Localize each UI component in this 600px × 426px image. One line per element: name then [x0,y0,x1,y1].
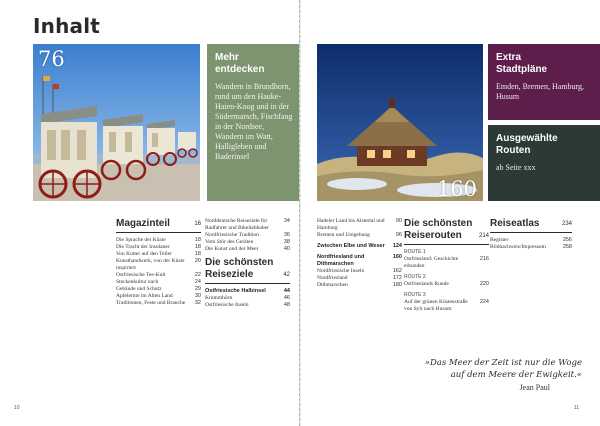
toc-section-title-line2: Reiseziele [205,269,254,280]
toc-entry-title: Die Tracht der Insulaner [116,244,170,250]
toc-section-title-line1: Die schönsten [205,257,274,268]
toc-entry-page: 216 [479,256,489,262]
toc-subsection-title: Zwischen Elbe und Weser [317,243,385,249]
toc-entry[interactable] [116,237,201,244]
extra-stadtplaene-title [488,44,600,76]
toc-entry-title: Nordfriesische Tradition [205,232,259,238]
toc-entry-title: Nordfriesland [317,275,348,281]
toc-entry-title: Register [490,237,509,243]
toc-entry-title: Ostfriesische Tee-Kult [116,272,166,278]
toc-entry-title: Bremen und Umgebung [317,232,370,238]
toc-subsection-page: 44 [283,288,290,294]
toc-column-reiseatlas [490,218,572,251]
toc-entry-page: 40 [283,246,290,252]
mehr-entdecken-title-line2: entdecken [215,64,265,75]
ausgewaehlte-routen-text: ab Seite xxx [496,163,536,172]
quote-line1: »Das Meer der Zeit ist nur die Woge [424,358,582,368]
toc-entry-page: 18 [194,244,201,250]
toc-entry[interactable] [317,275,402,282]
ausgewaehlte-routen-title-line2: Routen [496,145,531,156]
toc-entry[interactable] [404,281,489,288]
toc-subsection-page: 124 [392,243,402,249]
extra-stadtplaene-title-line1: Extra [496,52,522,63]
toc-entry-page: 36 [283,232,290,238]
toc-divider [490,232,572,233]
toc-entry[interactable] [317,218,402,232]
toc-divider [205,283,290,284]
toc-entry-title: Steckenkultur nach [116,279,159,285]
mehr-entdecken-title-line1: Mehr [215,52,239,63]
toc-entry-page: 162 [392,268,402,274]
toc-entry-title: Norddeutsche Reiseziele für Radfahrer und Bikeliebhaber [205,218,269,231]
toc-section-title[interactable] [404,218,489,242]
toc-entry-page: 180 [392,282,402,288]
toc-entry[interactable] [490,244,572,251]
toc-section-title-line2: Reiserouten [404,230,462,241]
toc-entry-title: Kunsthandwerk, von der Küste inspiriert [116,258,185,271]
toc-entry[interactable] [317,282,402,289]
toc-entry-page: 34 [283,218,290,224]
toc-section-page: 16 [194,221,201,227]
toc-entry-page: 220 [479,281,489,287]
toc-entry-page: 18 [194,237,201,243]
toc-entry-page: 38 [283,239,290,245]
toc-entry[interactable] [205,246,290,253]
toc-section-page: 42 [283,272,290,278]
toc-divider [404,244,489,245]
toc-entry[interactable] [205,232,290,239]
toc-entry-title: Vom Stör des Geräten [205,239,254,245]
extra-stadtplaene-box [488,44,600,120]
toc-entry-page: 90 [395,218,402,224]
toc-entry[interactable] [404,256,489,270]
toc-entry[interactable] [490,237,572,244]
toc-entry[interactable] [205,239,290,246]
toc-entry[interactable] [205,218,290,232]
photo-thatched-house [317,44,483,201]
toc-entry-page: 30 [194,293,201,299]
toc-entry-title: Ostfrieslands Runde [404,281,449,287]
toc-entry-title: Die Kunst und der Meer [205,246,259,252]
toc-entry-page: 224 [479,299,489,305]
toc-subsection[interactable] [317,254,402,268]
toc-entry[interactable] [116,286,201,293]
toc-entry-page: 256 [562,237,572,243]
toc-entry-page: 32 [194,300,201,306]
photo-page-number-right: 160 [436,177,477,201]
toc-entry-title: Dithmarschen [317,282,348,288]
toc-subsection[interactable] [317,243,402,250]
toc-entry[interactable] [116,279,201,286]
toc-entry-page: 96 [395,232,402,238]
mehr-entdecken-title [207,44,299,76]
toc-section-page: 214 [478,233,489,239]
toc-entry[interactable] [116,251,201,258]
toc-entry-title: Gebäude und Schutz [116,286,162,292]
toc-entry-title: Krummhörn [205,295,233,301]
toc-entry-title: Hadeler Land bis Alstertal und Hamburg [317,218,385,231]
ausgewaehlte-routen-title-line1: Ausgewählte [496,133,558,144]
toc-entry-title: Ostfriesische Inseln [205,302,249,308]
toc-entry[interactable] [116,244,201,251]
page-spine [299,0,301,426]
mehr-entdecken-box [207,44,299,201]
toc-entry[interactable] [116,300,201,307]
toc-entry-title: Von Kutter auf den Teller [116,251,172,257]
toc-entry[interactable] [205,295,290,302]
toc-section-title-line1: Die schönsten [404,218,473,229]
ausgewaehlte-routen-title [488,125,600,157]
page-number-left: 10 [14,405,20,411]
toc-section-title[interactable] [205,257,290,281]
photo-bathing-carts [33,44,200,201]
toc-subsection[interactable] [205,288,290,295]
toc-entry[interactable] [116,258,201,272]
toc-entry[interactable] [404,299,489,313]
toc-entry-page: 22 [194,272,201,278]
toc-entry-title: Apfelernte im Alten Land [116,293,173,299]
toc-entry-page: 29 [194,286,201,292]
toc-entry-title: Ostfriesland: Geschichte erkunden [404,256,459,269]
toc-subsection-title: Nordfriesland und Dithmarschen [317,254,365,267]
mehr-entdecken-text: Wandern in Brundhorn, rund um den Hauke-Haien-Koog und in der Südermarsch, Fischfang in der Nordsee, Wandern im Watt, Halligleben und Baderinsel [215,82,293,161]
toc-entry-title: Die Sprache der Küste [116,237,166,243]
ausgewaehlte-routen-box [488,125,600,201]
extra-stadtplaene-title-line2: Stadtpläne [496,64,548,75]
photo-page-number-left: 76 [38,47,65,71]
toc-entry-page: 48 [283,302,290,308]
route-code: ROUTE 2 [404,274,426,280]
route-code: ROUTE 3 [404,292,426,298]
toc-column-magazinteil [116,218,201,307]
quote-line2: auf dem Meere der Ewigkeit.« [450,370,582,380]
toc-section-page: 234 [561,221,572,227]
route-code: ROUTE 1 [404,249,426,255]
toc-column-regions [317,218,402,289]
page-heading: Inhalt [33,14,101,38]
toc-entry-title: Auf der grünen Küstenstraße von Sylt nach Husum [404,299,468,312]
toc-section-title[interactable] [490,218,572,230]
toc-entry-page: 18 [194,251,201,257]
toc-section-title-text: Reiseatlas [490,218,540,229]
toc-divider [116,232,201,233]
page-number-right: 11 [574,405,580,411]
toc-column-reiserouten [404,218,489,313]
toc-entry[interactable] [116,293,201,300]
toc-entry-page: 20 [194,258,201,264]
toc-entry[interactable] [317,232,402,239]
toc-subsection-page: 160 [392,254,402,260]
toc-entry[interactable] [205,302,290,309]
toc-entry[interactable] [116,272,201,279]
toc-subsection-title: Ostfriesische Halbinsel [205,288,266,294]
quote-author: Jean Paul [519,383,550,392]
toc-entry-page: 46 [283,295,290,301]
toc-section-title[interactable] [116,218,201,230]
toc-entry-title: Nordfriesische Inseln [317,268,365,274]
quote-text [370,357,582,381]
toc-entry-page: 24 [194,279,201,285]
toc-entry-title: Bildnachweis/Impressum [490,244,546,250]
toc-column-reiseziele [205,218,290,309]
toc-entry-title: Traditionen, Feste und Brauche [116,300,186,306]
toc-entry[interactable] [317,268,402,275]
toc-section-title-text [205,257,273,281]
toc-entry-page: 258 [562,244,572,250]
extra-stadtplaene-text: Emden, Bremen, Hamburg, Husum [496,82,585,101]
toc-section-title-text [404,218,472,242]
toc-entry-page: 172 [392,275,402,281]
toc-section-title-text: Magazinteil [116,218,170,229]
